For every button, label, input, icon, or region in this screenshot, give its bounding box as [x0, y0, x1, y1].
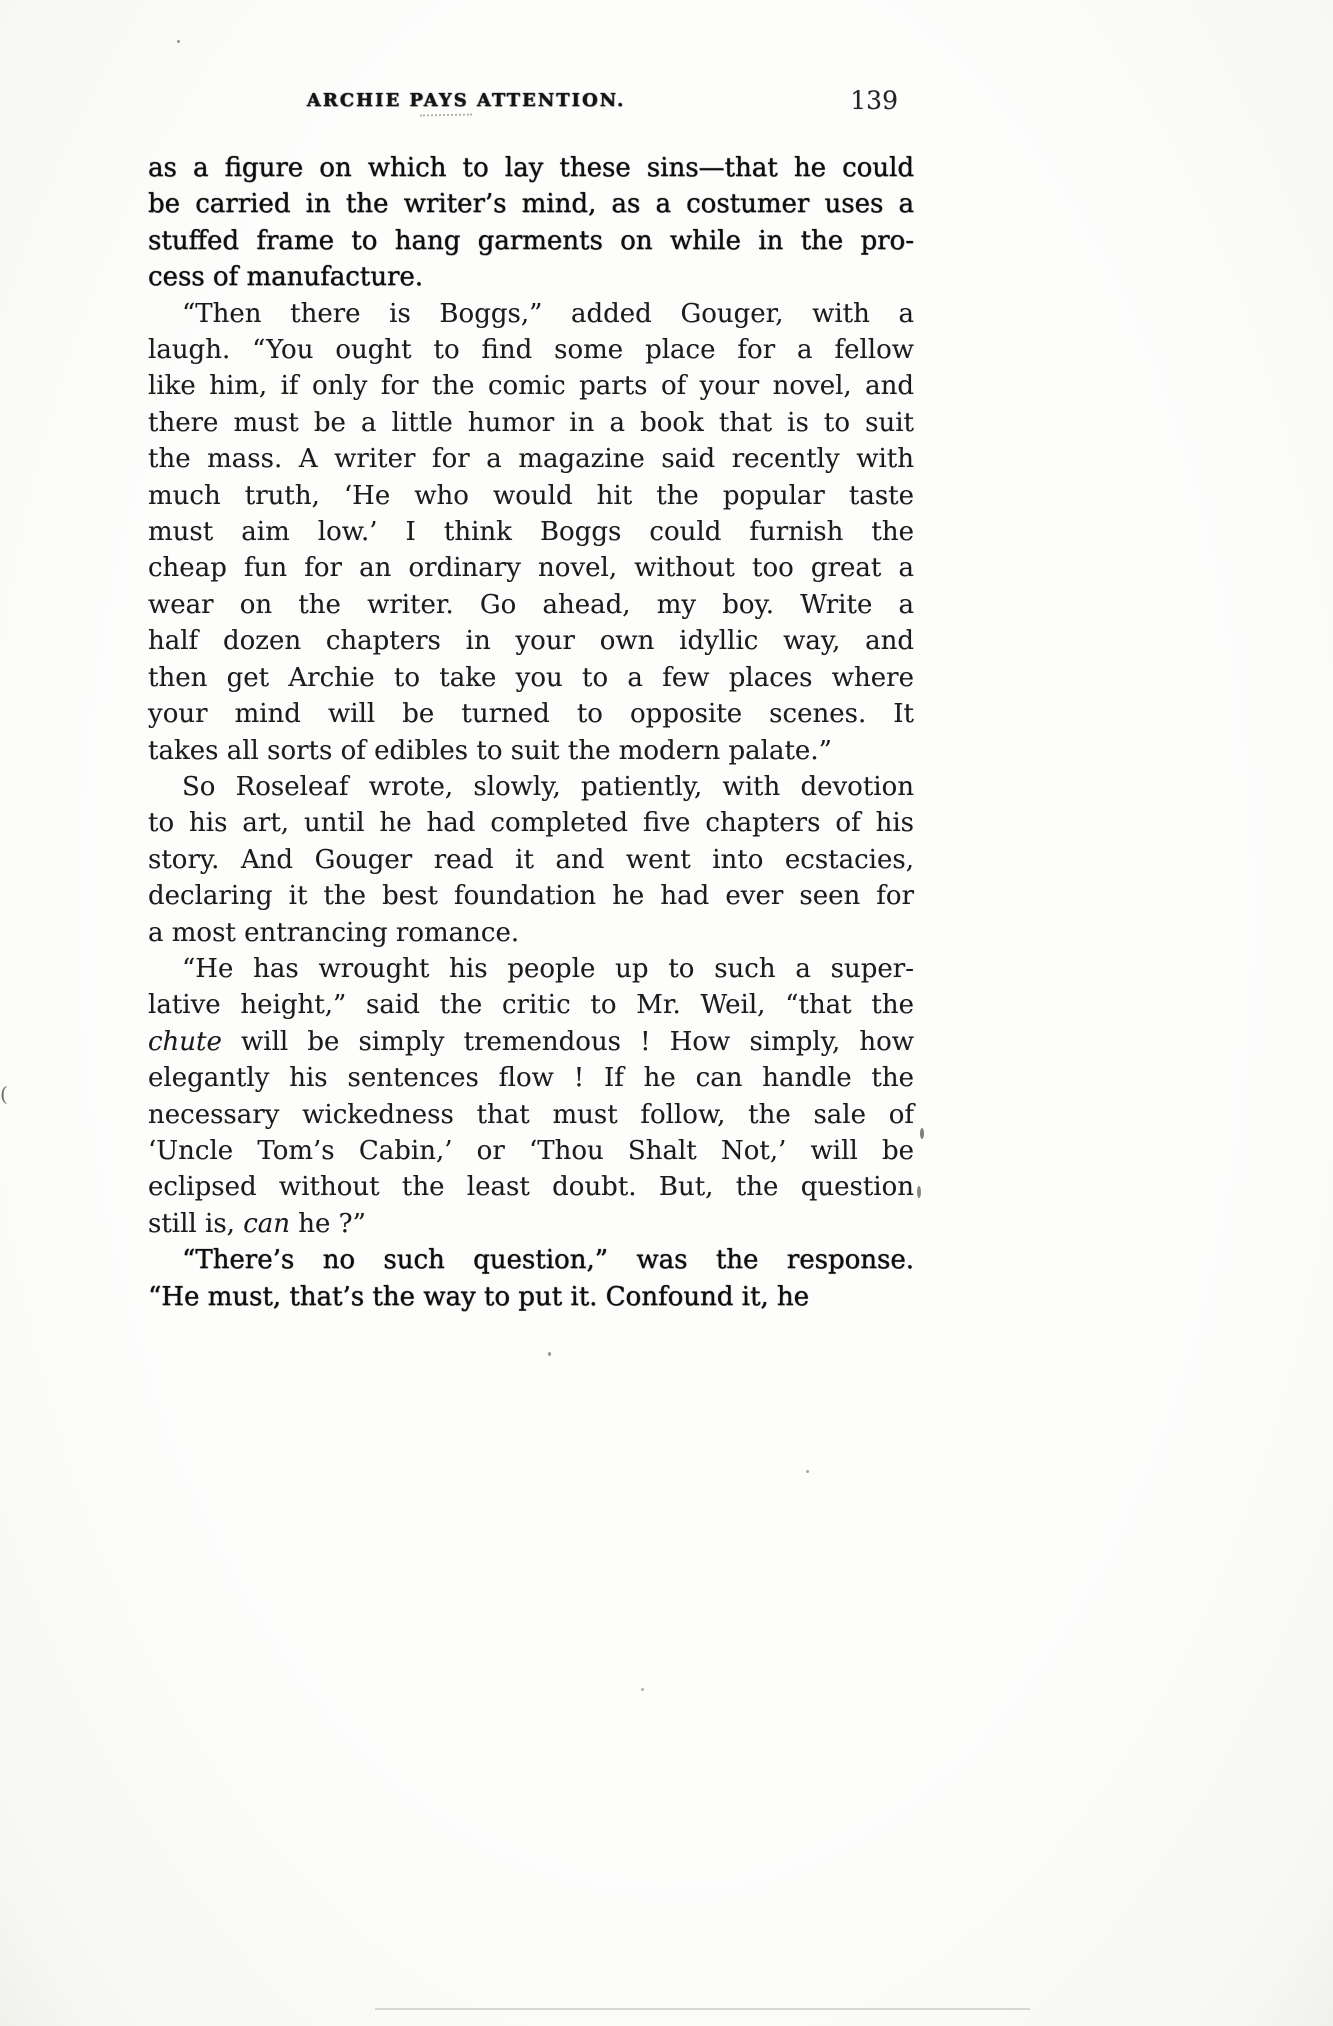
- text-line: a most entrancing romance.: [148, 917, 520, 948]
- text-line: takes all sorts of edibles to suit the modern palate.”: [148, 735, 832, 766]
- text-line: declaring it the best foundation he had ever seen for: [148, 881, 914, 912]
- scan-artifact: [920, 1128, 924, 1139]
- scan-artifact: [375, 2008, 1030, 2010]
- page-header-title: ARCHIE PAYS ATTENTION.: [306, 90, 626, 111]
- text-line: story. And Gouger read it and went into ecstacies,: [148, 844, 914, 875]
- text-line: eclipsed without the least doubt. But, the question: [148, 1172, 914, 1203]
- text-line: your mind will be turned to opposite scenes. It: [148, 699, 914, 730]
- scan-artifact: [917, 1186, 921, 1198]
- text-line: “He must, that’s the way to put it. Confound it, he: [148, 1281, 810, 1312]
- text-line: laugh. “You ought to find some place for a fellow: [148, 335, 914, 366]
- page-body: [148, 150, 914, 1315]
- text-line: still is, can he ?”: [148, 1208, 366, 1239]
- running-header: [148, 86, 914, 126]
- scan-artifact: [641, 1688, 644, 1691]
- text-line: as a figure on which to lay these sins—that he could: [148, 153, 914, 183]
- text-line: to his art, until he had completed five chapters of his: [148, 808, 914, 839]
- scan-artifact: (: [0, 1082, 8, 1106]
- text-line: the mass. A writer for a magazine said recently with: [148, 444, 914, 475]
- text-line: cheap fun for an ordinary novel, without too great a: [148, 553, 914, 584]
- text-line: must aim low.’ I think Boggs could furnish the: [148, 517, 914, 548]
- text-line: “He has wrought his people up to such a super-: [182, 953, 914, 984]
- text-line: be carried in the writer’s mind, as a costumer uses a: [148, 189, 914, 220]
- paragraph: [148, 769, 914, 951]
- paragraph: [148, 1242, 914, 1315]
- text-line: there must be a little humor in a book that is to suit: [148, 407, 914, 438]
- paragraph: [148, 150, 914, 296]
- text-line: wear on the writer. Go ahead, my boy. Write a: [148, 589, 914, 620]
- text-line: necessary wickedness that must follow, the sale of: [148, 1099, 914, 1130]
- paragraph: [148, 296, 914, 769]
- text-line: ‘Uncle Tom’s Cabin,’ or ‘Thou Shalt Not,’ will be: [148, 1135, 914, 1166]
- text-line: cess of manufacture.: [148, 262, 424, 293]
- scan-artifact: [548, 1352, 551, 1356]
- text-line: chute will be simply tremendous ! How simply, how: [148, 1026, 914, 1057]
- page-number: 139: [850, 86, 898, 115]
- text-line: elegantly his sentences flow ! If he can handle the: [148, 1063, 914, 1094]
- text-line: half dozen chapters in your own idyllic way, and: [148, 626, 914, 657]
- scan-artifact: [420, 114, 472, 117]
- text-line: lative height,” said the critic to Mr. Weil, “that the: [148, 990, 914, 1021]
- text-line: “Then there is Boggs,” added Gouger, with a: [182, 298, 914, 329]
- text-line: like him, if only for the comic parts of your novel, and: [148, 371, 914, 402]
- scan-artifact: [177, 40, 180, 43]
- text-line: So Roseleaf wrote, slowly, patiently, with devotion: [182, 771, 914, 802]
- text-line: then get Archie to take you to a few places where: [148, 662, 914, 693]
- text-line: much truth, ‘He who would hit the popular taste: [148, 480, 914, 511]
- paragraph: [148, 951, 914, 1242]
- text-line: stuffed frame to hang garments on while in the pro-: [148, 225, 914, 256]
- text-line: “There’s no such question,” was the response.: [182, 1245, 914, 1276]
- scan-artifact: [806, 1470, 809, 1473]
